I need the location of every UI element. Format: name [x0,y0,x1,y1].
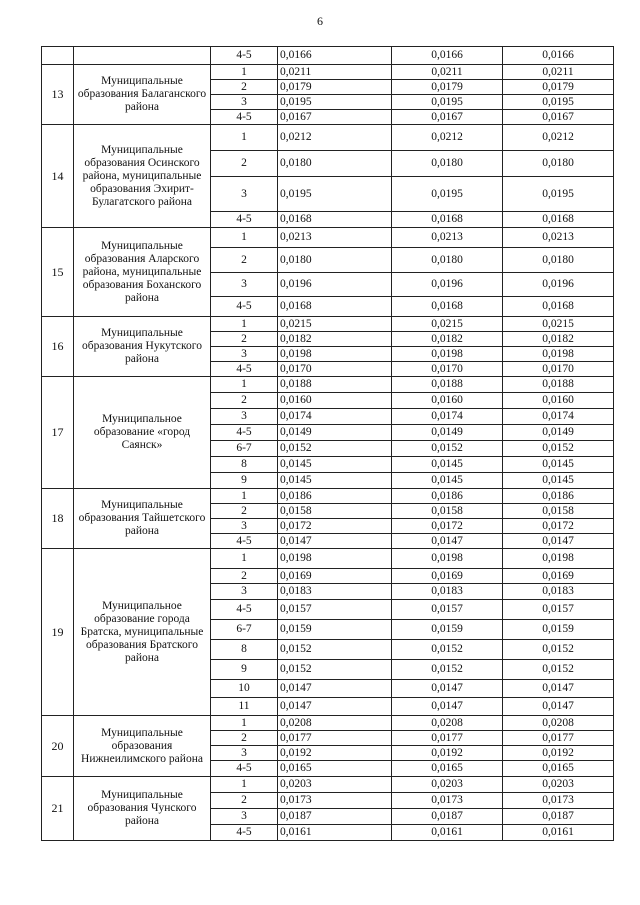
value-cell: 0,0169 [392,569,503,584]
page-number: 6 [317,14,323,28]
value-cell: 0,0188 [278,377,392,393]
class-cell: 1 [211,228,278,248]
value-cell: 0,0195 [503,177,614,212]
group-number-cell: 16 [42,317,74,377]
municipality-name-cell: Муниципальные образования Аларского района, муниципальные образования Боханского района [74,228,211,317]
value-cell: 0,0159 [392,620,503,640]
value-cell: 0,0147 [278,534,392,549]
value-cell: 0,0186 [503,489,614,504]
class-cell: 1 [211,65,278,80]
class-cell: 3 [211,177,278,212]
class-cell: 3 [211,584,278,600]
municipality-name-cell [74,47,211,65]
value-cell: 0,0180 [392,248,503,273]
value-cell: 0,0195 [278,95,392,110]
value-cell: 0,0160 [503,393,614,409]
municipality-name-cell: Муниципальные образования Осинского района, муниципальные образования Эхирит-Булагатского района [74,125,211,228]
value-cell: 0,0158 [392,504,503,519]
value-cell: 0,0203 [392,777,503,793]
value-cell: 0,0169 [278,569,392,584]
class-cell: 2 [211,151,278,177]
value-cell: 0,0180 [503,151,614,177]
value-cell: 0,0152 [278,640,392,660]
value-cell: 0,0198 [503,549,614,569]
value-cell: 0,0172 [503,519,614,534]
value-cell: 0,0168 [392,212,503,228]
value-cell: 0,0179 [392,80,503,95]
value-cell: 0,0196 [503,273,614,297]
class-cell: 3 [211,409,278,425]
value-cell: 0,0145 [503,457,614,473]
value-cell: 0,0174 [278,409,392,425]
value-cell: 0,0180 [278,151,392,177]
class-cell: 2 [211,569,278,584]
value-cell: 0,0212 [503,125,614,151]
class-cell: 2 [211,793,278,809]
value-cell: 0,0166 [392,47,503,65]
value-cell: 0,0180 [392,151,503,177]
class-cell: 1 [211,317,278,332]
value-cell: 0,0172 [278,519,392,534]
value-cell: 0,0177 [503,731,614,746]
municipality-name-cell: Муниципальные образования Нижнеилимского района [74,716,211,777]
value-cell: 0,0158 [278,504,392,519]
class-cell: 1 [211,716,278,731]
value-cell: 0,0196 [278,273,392,297]
class-cell: 6-7 [211,620,278,640]
value-cell: 0,0211 [392,65,503,80]
group-number-cell: 17 [42,377,74,489]
value-cell: 0,0159 [503,620,614,640]
value-cell: 0,0198 [392,549,503,569]
table-row [42,549,614,569]
value-cell: 0,0198 [392,347,503,362]
value-cell: 0,0168 [503,212,614,228]
group-number-cell [42,47,74,65]
value-cell: 0,0152 [392,640,503,660]
value-cell: 0,0192 [503,746,614,761]
value-cell: 0,0173 [278,793,392,809]
table-row [42,777,614,793]
value-cell: 0,0186 [392,489,503,504]
value-cell: 0,0169 [503,569,614,584]
value-cell: 0,0160 [392,393,503,409]
class-cell: 3 [211,347,278,362]
value-cell: 0,0195 [392,177,503,212]
value-cell: 0,0182 [503,332,614,347]
table-row [42,125,614,151]
value-cell: 0,0187 [392,809,503,825]
value-cell: 0,0172 [392,519,503,534]
class-cell: 3 [211,95,278,110]
value-cell: 0,0203 [278,777,392,793]
value-cell: 0,0208 [392,716,503,731]
class-cell: 1 [211,549,278,569]
class-cell: 4-5 [211,110,278,125]
value-cell: 0,0147 [503,698,614,716]
value-cell: 0,0215 [392,317,503,332]
class-cell: 1 [211,125,278,151]
value-cell: 0,0195 [503,95,614,110]
value-cell: 0,0203 [503,777,614,793]
class-cell: 3 [211,809,278,825]
value-cell: 0,0152 [392,441,503,457]
value-cell: 0,0212 [392,125,503,151]
table-row [42,65,614,80]
class-cell: 1 [211,377,278,393]
value-cell: 0,0192 [278,746,392,761]
value-cell: 0,0195 [392,95,503,110]
value-cell: 0,0196 [392,273,503,297]
class-cell: 4-5 [211,825,278,841]
group-number-cell: 18 [42,489,74,549]
value-cell: 0,0213 [392,228,503,248]
value-cell: 0,0152 [503,660,614,680]
value-cell: 0,0161 [503,825,614,841]
value-cell: 0,0208 [503,716,614,731]
value-cell: 0,0145 [392,457,503,473]
group-number-cell: 21 [42,777,74,841]
value-cell: 0,0212 [278,125,392,151]
value-cell: 0,0173 [392,793,503,809]
municipality-name-cell: Муниципальные образования Нукутского района [74,317,211,377]
value-cell: 0,0208 [278,716,392,731]
value-cell: 0,0167 [392,110,503,125]
value-cell: 0,0159 [278,620,392,640]
value-cell: 0,0158 [503,504,614,519]
class-cell: 2 [211,393,278,409]
value-cell: 0,0147 [278,698,392,716]
group-number-cell: 13 [42,65,74,125]
value-cell: 0,0211 [278,65,392,80]
value-cell: 0,0174 [392,409,503,425]
value-cell: 0,0152 [503,640,614,660]
municipality-name-cell: Муниципальное образование города Братска, муниципальные образования Братского района [74,549,211,716]
value-cell: 0,0211 [503,65,614,80]
value-cell: 0,0180 [278,248,392,273]
table-row [42,489,614,504]
coefficients-table [41,46,614,841]
group-number-cell: 19 [42,549,74,716]
value-cell: 0,0166 [503,47,614,65]
class-cell: 10 [211,680,278,698]
value-cell: 0,0147 [392,680,503,698]
value-cell: 0,0198 [278,347,392,362]
value-cell: 0,0147 [278,680,392,698]
value-cell: 0,0157 [503,600,614,620]
value-cell: 0,0167 [503,110,614,125]
value-cell: 0,0170 [503,362,614,377]
value-cell: 0,0168 [278,297,392,317]
municipality-name-cell: Муниципальное образование «город Саянск» [74,377,211,489]
value-cell: 0,0157 [392,600,503,620]
class-cell: 2 [211,80,278,95]
value-cell: 0,0198 [503,347,614,362]
class-cell: 4-5 [211,212,278,228]
value-cell: 0,0147 [503,680,614,698]
value-cell: 0,0215 [278,317,392,332]
value-cell: 0,0188 [392,377,503,393]
class-cell: 4-5 [211,47,278,65]
value-cell: 0,0179 [278,80,392,95]
table-row [42,716,614,731]
municipality-name-cell: Муниципальные образования Балаганского района [74,65,211,125]
value-cell: 0,0152 [503,441,614,457]
class-cell: 11 [211,698,278,716]
value-cell: 0,0213 [503,228,614,248]
value-cell: 0,0182 [392,332,503,347]
table-row [42,317,614,332]
class-cell: 4-5 [211,297,278,317]
value-cell: 0,0215 [503,317,614,332]
value-cell: 0,0180 [503,248,614,273]
value-cell: 0,0188 [503,377,614,393]
class-cell: 2 [211,731,278,746]
value-cell: 0,0165 [503,761,614,777]
value-cell: 0,0173 [503,793,614,809]
value-cell: 0,0147 [392,534,503,549]
value-cell: 0,0168 [392,297,503,317]
class-cell: 4-5 [211,425,278,441]
value-cell: 0,0182 [278,332,392,347]
value-cell: 0,0170 [278,362,392,377]
value-cell: 0,0149 [392,425,503,441]
value-cell: 0,0152 [278,660,392,680]
class-cell: 4-5 [211,600,278,620]
value-cell: 0,0145 [503,473,614,489]
value-cell: 0,0145 [392,473,503,489]
value-cell: 0,0195 [278,177,392,212]
group-number-cell: 14 [42,125,74,228]
value-cell: 0,0213 [278,228,392,248]
table-row [42,377,614,393]
class-cell: 3 [211,519,278,534]
value-cell: 0,0161 [278,825,392,841]
value-cell: 0,0192 [392,746,503,761]
value-cell: 0,0168 [503,297,614,317]
class-cell: 8 [211,457,278,473]
value-cell: 0,0177 [278,731,392,746]
value-cell: 0,0152 [392,660,503,680]
value-cell: 0,0165 [278,761,392,777]
value-cell: 0,0183 [392,584,503,600]
value-cell: 0,0168 [278,212,392,228]
value-cell: 0,0152 [278,441,392,457]
class-cell: 9 [211,473,278,489]
class-cell: 2 [211,248,278,273]
value-cell: 0,0160 [278,393,392,409]
class-cell: 4-5 [211,362,278,377]
class-cell: 4-5 [211,534,278,549]
group-number-cell: 20 [42,716,74,777]
value-cell: 0,0165 [392,761,503,777]
class-cell: 8 [211,640,278,660]
municipality-name-cell: Муниципальные образования Чунского района [74,777,211,841]
value-cell: 0,0149 [503,425,614,441]
class-cell: 4-5 [211,761,278,777]
municipality-name-cell: Муниципальные образования Тайшетского района [74,489,211,549]
value-cell: 0,0167 [278,110,392,125]
value-cell: 0,0179 [503,80,614,95]
value-cell: 0,0186 [278,489,392,504]
value-cell: 0,0174 [503,409,614,425]
value-cell: 0,0157 [278,600,392,620]
value-cell: 0,0177 [392,731,503,746]
value-cell: 0,0147 [392,698,503,716]
class-cell: 2 [211,332,278,347]
table-row [42,47,614,65]
value-cell: 0,0149 [278,425,392,441]
table-row [42,228,614,248]
value-cell: 0,0183 [503,584,614,600]
value-cell: 0,0145 [278,473,392,489]
value-cell: 0,0183 [278,584,392,600]
class-cell: 6-7 [211,441,278,457]
value-cell: 0,0166 [278,47,392,65]
group-number-cell: 15 [42,228,74,317]
class-cell: 9 [211,660,278,680]
value-cell: 0,0170 [392,362,503,377]
table-body [42,47,614,841]
value-cell: 0,0145 [278,457,392,473]
class-cell: 3 [211,746,278,761]
class-cell: 2 [211,504,278,519]
value-cell: 0,0198 [278,549,392,569]
class-cell: 1 [211,489,278,504]
value-cell: 0,0187 [503,809,614,825]
value-cell: 0,0147 [503,534,614,549]
class-cell: 3 [211,273,278,297]
value-cell: 0,0161 [392,825,503,841]
class-cell: 1 [211,777,278,793]
value-cell: 0,0187 [278,809,392,825]
